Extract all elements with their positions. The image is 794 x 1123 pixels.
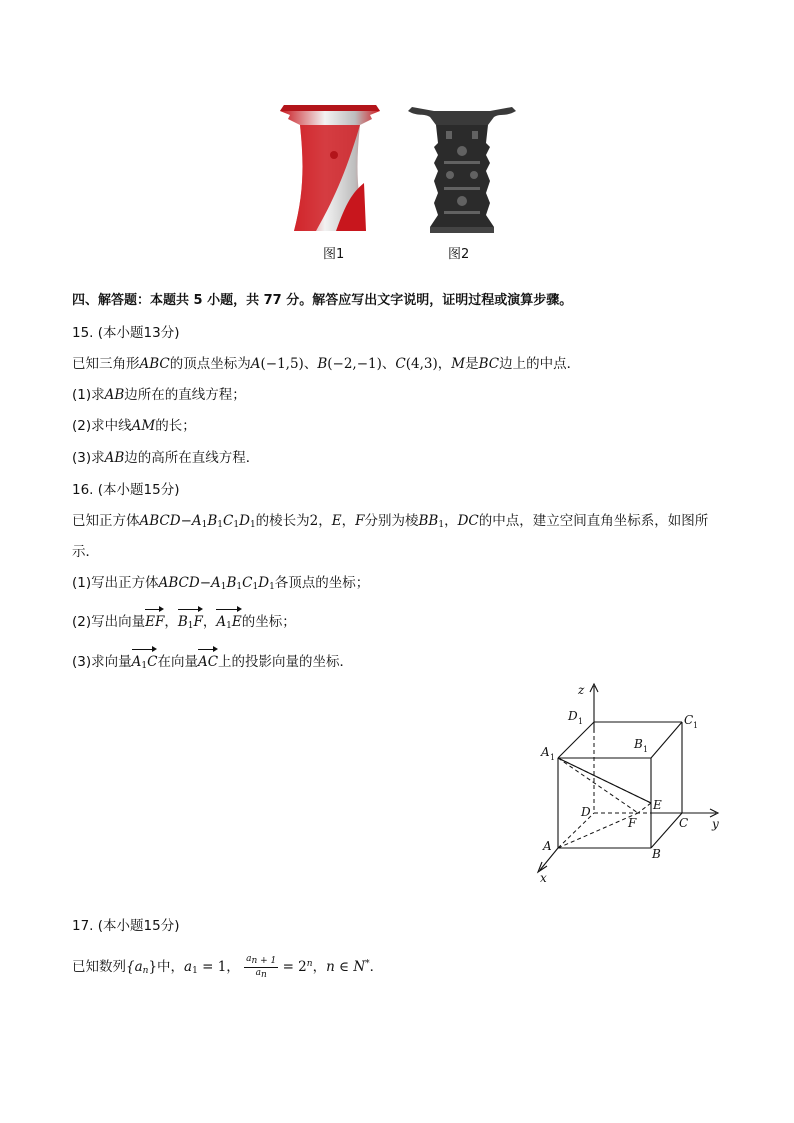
label-E: E <box>653 798 662 812</box>
label-D: D <box>581 805 591 819</box>
label-D1-sub: 1 <box>578 717 584 726</box>
q17-stem: 已知数列$\{a_n\}$中，$a_1 = 1$， $\frac{a_{n + 1}}{a_n}$ = $2^n$，n ∈ N*． <box>72 953 384 980</box>
figure-1-caption: 图1 <box>323 247 345 262</box>
cube-diagram <box>530 676 730 888</box>
label-A1: A <box>541 745 550 759</box>
q16-header: 16. (本小题15分) <box>72 482 180 498</box>
label-B1-sub: 1 <box>643 745 649 754</box>
figure-1-vase <box>276 103 384 237</box>
label-B1: B <box>634 737 643 751</box>
label-C: C <box>679 816 689 830</box>
q16-part-1: (1)写出正方体$ABCD-A_1B_1C_1D_1$各顶点的坐标； <box>72 575 370 592</box>
label-F: F <box>628 816 637 830</box>
q17-fraction: $\frac{a_{n + 1}}{a_n}$ <box>246 953 277 980</box>
q17-header: 17. (本小题15分) <box>72 918 180 934</box>
label-C1-sub: 1 <box>693 721 699 730</box>
figure-2-bronze-vessel <box>406 103 518 237</box>
label-x: x <box>540 871 547 885</box>
q15-part-3: (3)求AB边的高所在直线方程． <box>72 450 260 466</box>
label-C1: C <box>684 713 694 727</box>
label-z: z <box>578 683 585 697</box>
q15-part-2: (2)求中线AM的长； <box>72 418 196 434</box>
figure-2-caption: 图2 <box>448 247 470 262</box>
label-D1: D <box>568 709 578 723</box>
label-A: A <box>543 839 552 853</box>
q16-stem-line-2: 示． <box>72 544 99 560</box>
label-B: B <box>652 847 661 861</box>
label-A1-sub: 1 <box>550 753 556 762</box>
section-header: 四、解答题：本题共 5 小题，共 77 分。解答应写出文字说明，证明过程或演算步骤。 <box>72 293 573 308</box>
q15-part-1: (1)求AB边所在的直线方程； <box>72 387 246 403</box>
q15-header: 15. (本小题13分) <box>72 325 180 341</box>
label-y: y <box>712 817 719 831</box>
q16-part-2: (2)写出向量EF，$B_1F$，$A_1E$的坐标； <box>72 612 296 636</box>
q16-stem-line-1: 已知正方体$ABCD-A_1B_1C_1D_1$的棱长为2，E，F分别为棱$BB_1$，DC的中点，建立空间直角坐标系，如图所 <box>72 513 709 530</box>
q15-stem: 已知三角形ABC的顶点坐标为A(−1,5)、B(−2,−1)、C(4,3)，M是BC边上的中点． <box>72 356 581 372</box>
q16-part-3: (3)求向量$A_1C$在向量AC上的投影向量的坐标． <box>72 652 353 676</box>
